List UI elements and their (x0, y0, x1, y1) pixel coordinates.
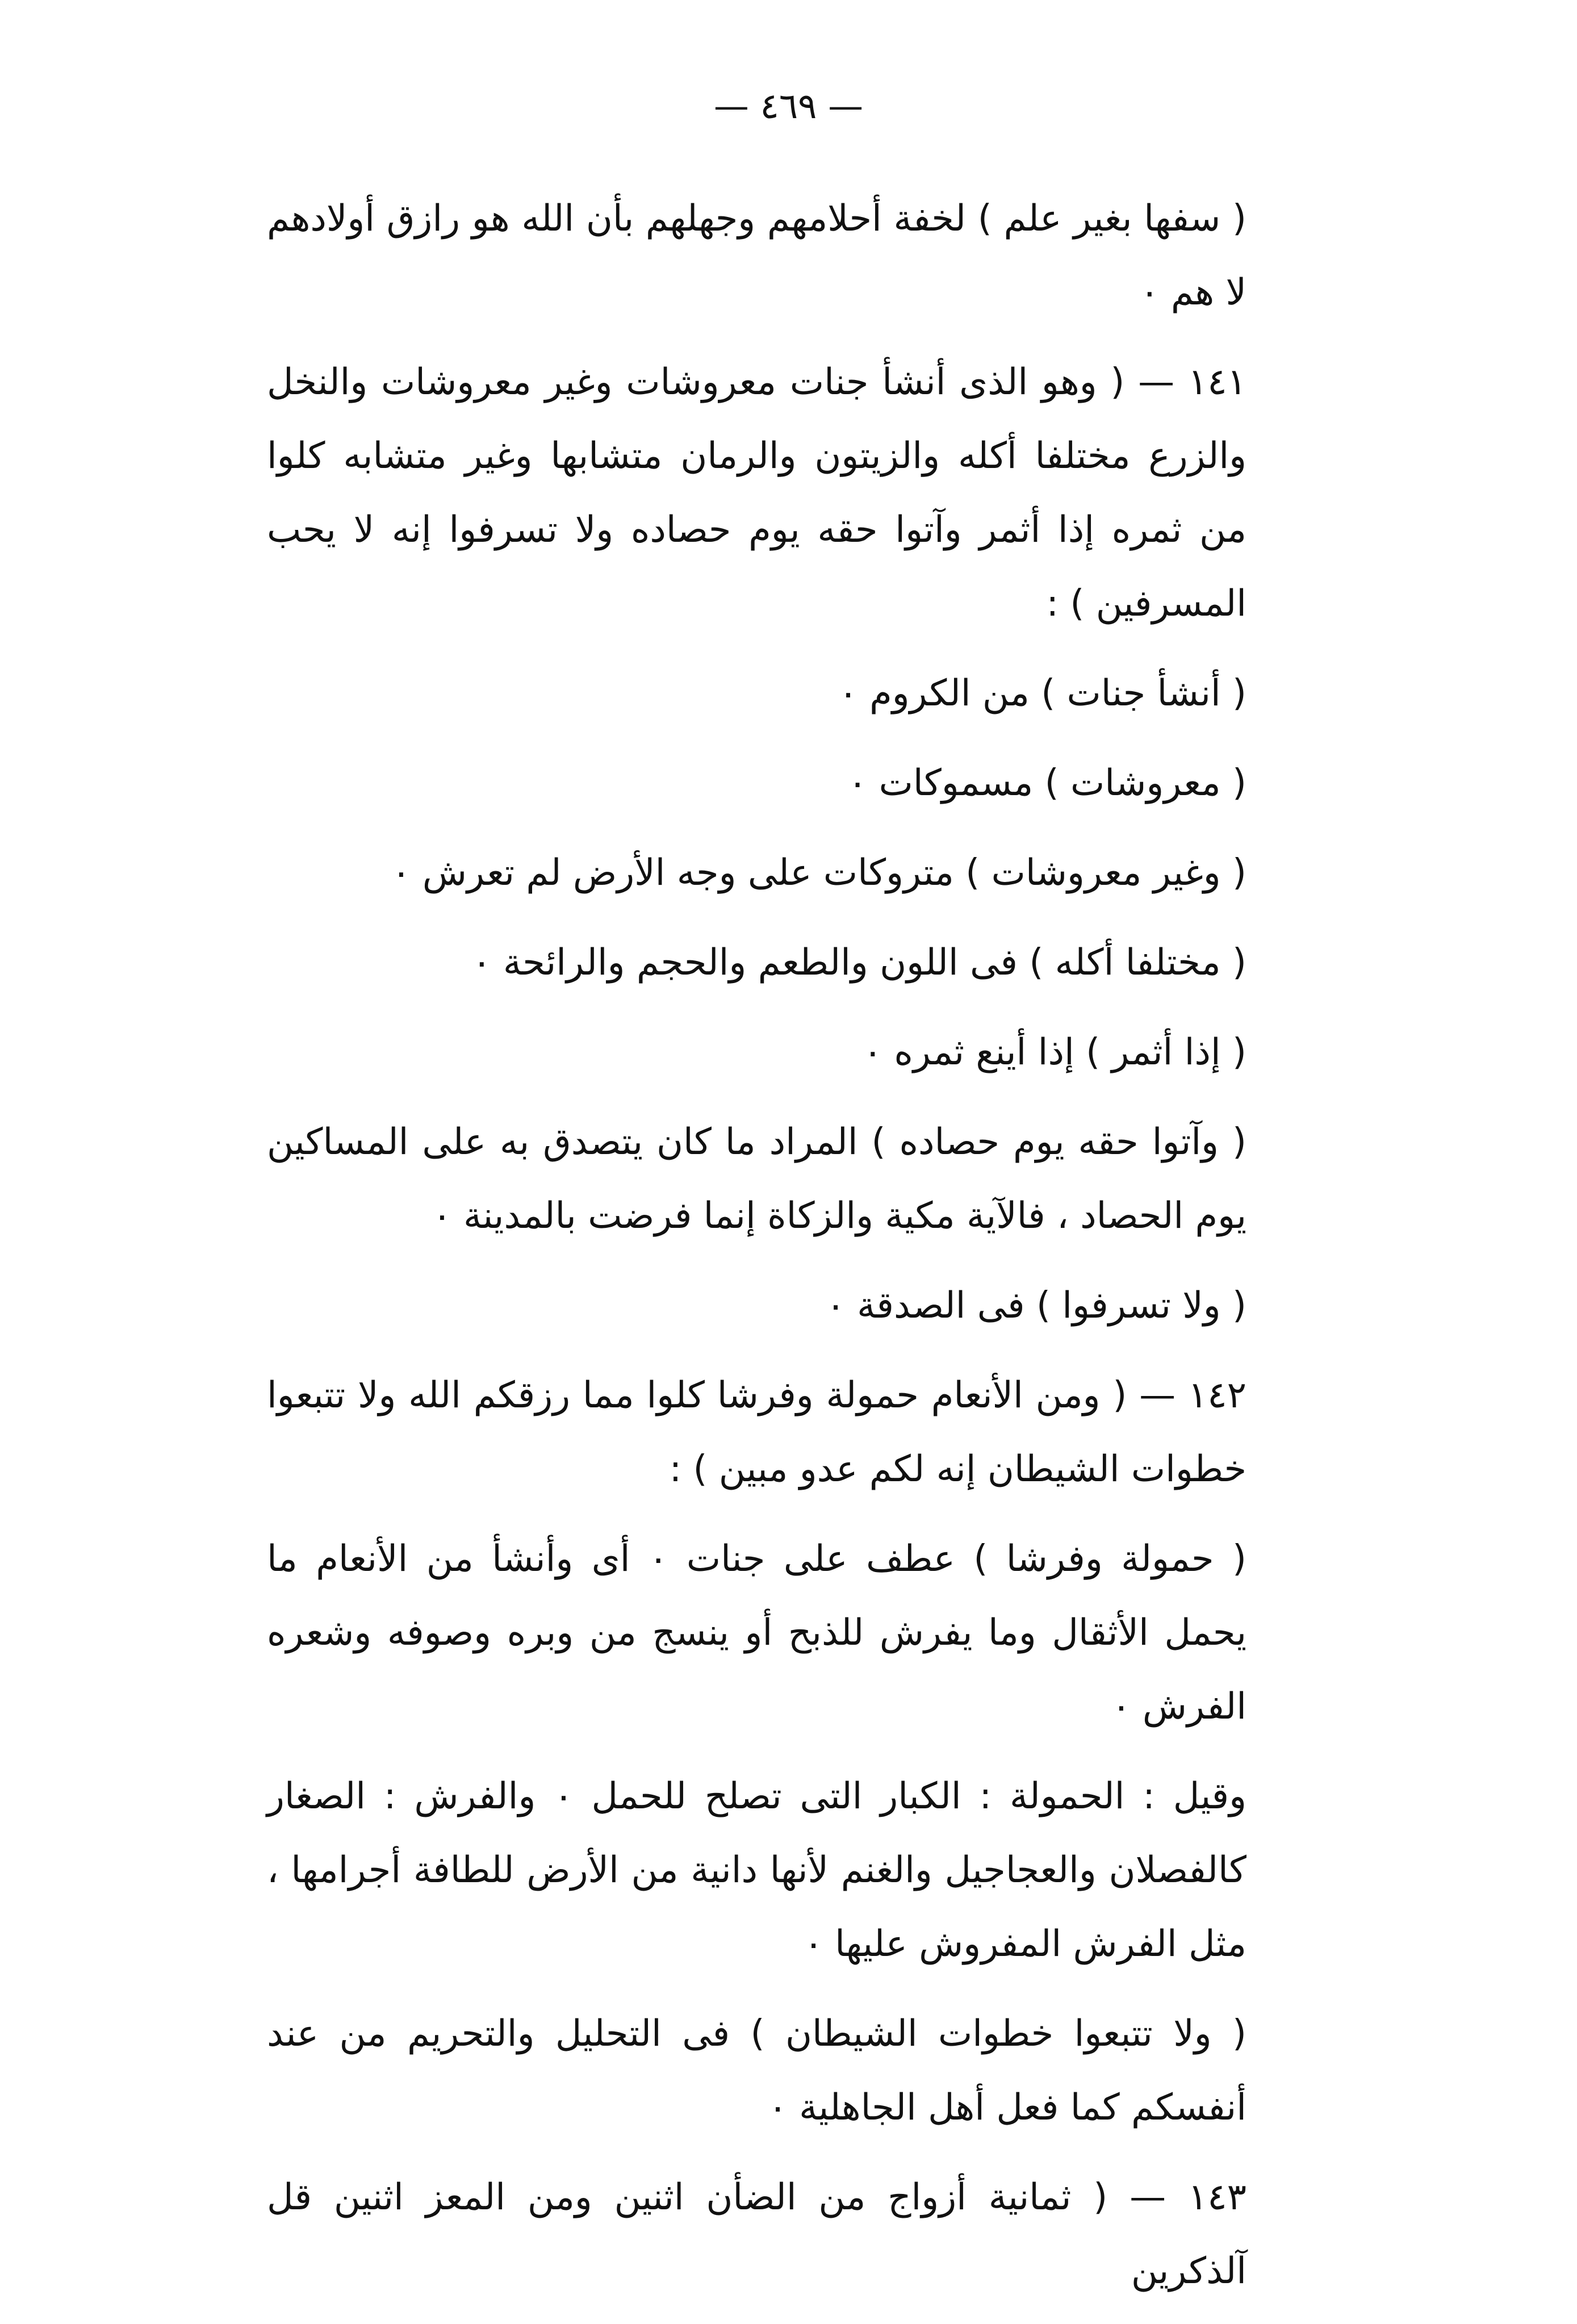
gloss-ghayr-maroushat: ( وغير معروشات ) متروكات على وجه الأرض لم تعرش ٠ (391, 852, 1246, 894)
paragraph-verse-141: ١٤١ — ( وهو الذى أنشأ جنات معروشات وغير معروشات والنخل والزرع مختلفا أكله والزيتون والرمان متشابها وغير متشابه كلوا من ثمره إذا أثمر وآتوا حقه يوم حصاده ولا تسرفوا إنه لا يحب المسرفين ) : (267, 361, 1246, 625)
paragraph-verse-142: ١٤٢ — ( ومن الأنعام حمولة وفرشا كلوا مما رزقكم الله ولا تتبعوا خطوات الشيطان إنه لكم عدو مبين ) : (267, 1374, 1246, 1490)
paragraph-verse-143: ١٤٣ — ( ثمانية أزواج من الضأن اثنين ومن المعز اثنين قل آلذكرين (267, 2176, 1246, 2292)
page-body (267, 182, 1332, 2324)
gloss-atu-haqqahu: ( وآتوا حقه يوم حصاده ) المراد ما كان يتصدق به على المساكين يوم الحصاد ، فالآية مكية والزكاة إنما فرضت بالمدينة ٠ (267, 1121, 1246, 1237)
gloss-hamulah-farsh: ( حمولة وفرشا ) عطف على جنات ٠ أى وأنشأ من الأنعام ما يحمل الأثقال وما يفرش للذبح أو ينسج من وبره وصوفه وشعره الفرش ٠ (267, 1538, 1247, 1728)
gloss-maroushat: ( معروشات ) مسموكات ٠ (847, 762, 1246, 804)
gloss-la-tusrifu: ( ولا تسرفوا ) فى الصدقة ٠ (826, 1285, 1246, 1327)
paragraph-gloss-sufaha: ( سفها بغير علم ) لخفة أحلامهم وجهلهم بأن الله هو رازق أولادهم لا هم ٠ (267, 198, 1246, 314)
gloss-khutuwat-shaytan: ( ولا تتبعوا خطوات الشيطان ) فى التحليل والتحريم من عند أنفسكم كما فعل أهل الجاهلية ٠ (267, 2013, 1246, 2129)
paragraph-qil-hamulah: وقيل : الحمولة : الكبار التى تصلح للحمل ٠ والفرش : الصغار كالفصلان والعجاجيل والغنم لأنها دانية من الأرض للطافة أجرامها ، مثل الفرش المفروش عليها ٠ (267, 1775, 1247, 1965)
gloss-itha-athmar: ( إذا أثمر ) إذا أينع ثمره ٠ (863, 1031, 1246, 1073)
page-number: — ٤٦٩ — (713, 85, 864, 127)
gloss-mukhtalifan-ukuluh: ( مختلفا أكله ) فى اللون والطعم والحجم والرائحة ٠ (472, 942, 1246, 984)
gloss-ansha-jannat: ( أنشأ جنات ) من الكروم ٠ (838, 672, 1246, 714)
